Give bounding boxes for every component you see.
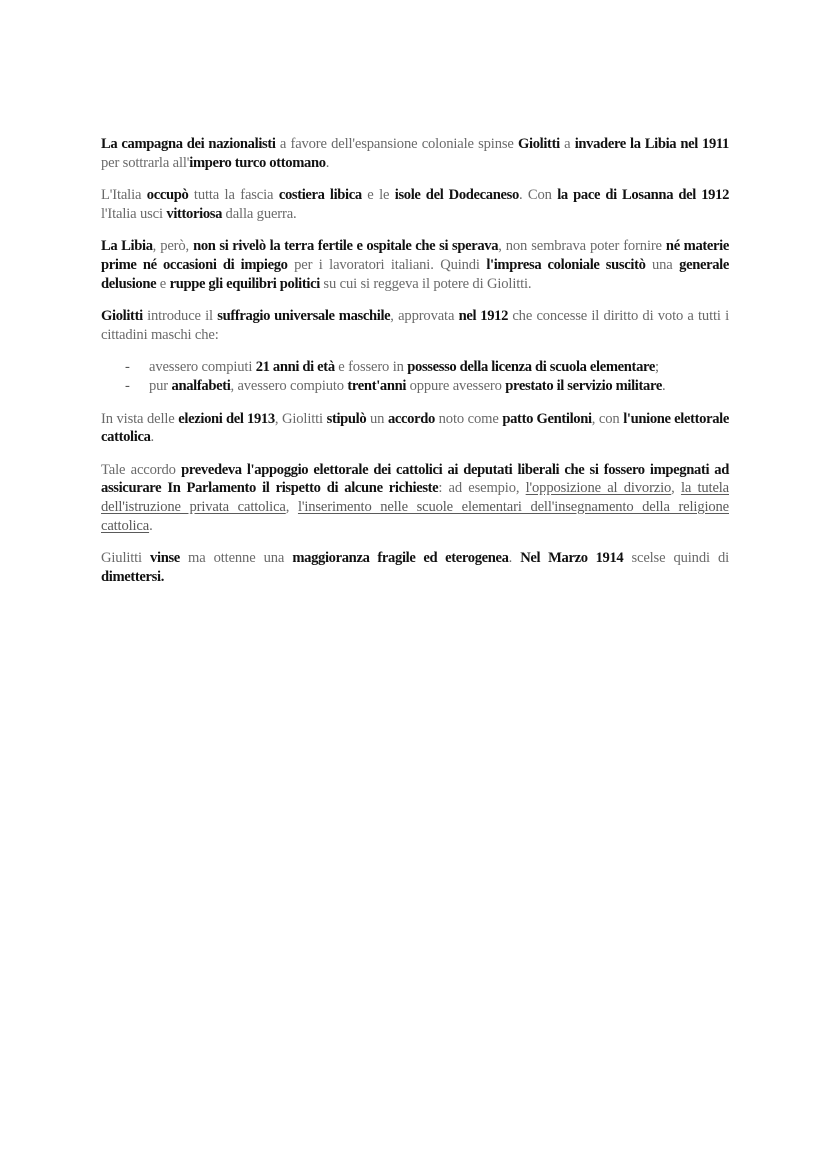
text: .	[149, 517, 153, 534]
text: introduce il	[142, 308, 218, 325]
text: tutta la fascia	[188, 187, 279, 204]
paragraph-p4	[101, 307, 729, 344]
bold-text: 21 anni di età	[255, 359, 335, 376]
text: che concesse il diritto di voto a tutti i cittadini maschi che:	[101, 308, 729, 343]
bold-text: né materie prime né occasioni di impiego	[101, 238, 729, 273]
bold-text: trent'anni	[347, 377, 407, 394]
bold-text: La Libia	[101, 238, 153, 255]
bold-text: nel 1912	[458, 308, 509, 325]
text: ,	[671, 480, 681, 497]
paragraph-p6	[101, 461, 729, 535]
text: e	[156, 275, 170, 292]
bold-text: generale delusione	[101, 256, 729, 292]
text: , non sembrava poter fornire	[498, 238, 666, 255]
bold-text: la pace di Losanna del 1912	[557, 187, 730, 204]
text: Tale accordo	[101, 461, 182, 478]
bold-text: accordo	[387, 410, 435, 427]
underlined-text: la tutela dell'istruzione privata cattolica	[101, 480, 730, 515]
bold-text: non si rivelò la terra fertile e ospitale che si sperava	[193, 238, 499, 255]
bold-text: l'impresa coloniale suscitò	[486, 256, 646, 273]
bold-text: Nel Marzo 1914	[520, 550, 624, 567]
bold-text: isole del Dodecaneso	[394, 187, 519, 204]
text: noto come	[434, 410, 503, 427]
bold-text: costiera libica	[278, 187, 362, 204]
text: : ad esempio,	[438, 480, 526, 497]
bold-text: Giolitti	[518, 136, 560, 152]
suffrage-conditions-list	[101, 358, 729, 395]
text: ma ottenne una	[179, 550, 293, 567]
underlined-text: l'opposizione al divorzio	[525, 480, 672, 497]
underlined-text: l'inserimento nelle scuole elementari dell'insegnamento della religione cattolica	[101, 498, 729, 534]
text: , però,	[152, 238, 194, 255]
paragraph-p5	[101, 410, 729, 447]
text: e fossero in	[334, 359, 408, 376]
paragraphs-before-list	[101, 135, 729, 344]
text: a favore dell'espansione coloniale spinse	[275, 136, 518, 152]
text: l'Italia usci	[101, 205, 167, 222]
text: per i lavoratori italiani. Quindi	[287, 256, 487, 273]
bold-text: Giolitti	[101, 308, 143, 325]
bold-text: La campagna dei nazionalisti	[101, 136, 276, 152]
bold-text: l'unione elettorale cattolica	[101, 410, 729, 446]
paragraphs-after-list	[101, 410, 729, 587]
bold-text: possesso della licenza di scuola elementare	[407, 359, 656, 376]
bold-text: ruppe gli equilibri politici	[169, 275, 320, 292]
text: .	[150, 429, 155, 446]
text: a	[559, 136, 575, 152]
text: .	[508, 550, 521, 567]
text: , avessero compiuto	[230, 377, 348, 394]
paragraph-p3	[101, 237, 729, 293]
text: , Giolitti	[274, 410, 327, 427]
text: scelse quindi di	[623, 550, 730, 567]
text: dalla guerra.	[222, 205, 297, 222]
text: In vista delle	[101, 410, 179, 427]
list-item	[101, 358, 729, 377]
text: e le	[361, 187, 395, 204]
text: una	[645, 256, 680, 273]
paragraph-p1	[101, 135, 729, 172]
text: Giulitti	[101, 550, 151, 567]
text: , con	[591, 410, 624, 427]
bold-text: patto Gentiloni	[502, 410, 592, 427]
paragraph-p7	[101, 549, 729, 586]
bold-text: prevedeva l'appoggio elettorale dei cattolici ai deputati liberali che si fossero impegnati ad assicurare In Parlamento il rispetto di alcune richieste	[101, 461, 730, 497]
text: oppure avessero	[406, 377, 506, 394]
bold-text: occupò	[146, 187, 189, 204]
bold-text: maggioranza fragile ed eterogenea	[292, 550, 509, 567]
bold-text: vinse	[150, 550, 180, 567]
text: su cui si reggeva il potere di Giolitti.	[319, 275, 532, 292]
text: un	[366, 410, 388, 427]
bold-text: impero turco ottomano	[189, 154, 326, 171]
bold-text: elezioni del 1913	[178, 410, 275, 427]
text: , approvata	[390, 308, 459, 325]
document-page	[101, 135, 729, 600]
bold-text: stipulò	[326, 410, 367, 427]
bold-text: prestato il servizio militare	[505, 377, 662, 394]
text: pur	[149, 377, 172, 394]
text: ,	[285, 498, 298, 515]
list-item	[101, 377, 729, 396]
text: per sottrarla all'	[101, 154, 190, 171]
text: avessero compiuti	[149, 359, 256, 376]
bold-text: analfabeti	[171, 377, 231, 394]
bold-text: invadere la Libia nel 1911	[574, 136, 729, 152]
text: L'Italia	[101, 187, 147, 204]
text: .	[325, 154, 330, 171]
text: ;	[655, 359, 659, 376]
bold-text: vittoriosa	[166, 205, 223, 222]
text: .	[661, 377, 666, 394]
bold-text: dimettersi.	[101, 568, 165, 585]
bold-text: suffragio universale maschile	[217, 308, 391, 325]
paragraph-p2	[101, 186, 729, 223]
text: . Con	[518, 187, 558, 204]
